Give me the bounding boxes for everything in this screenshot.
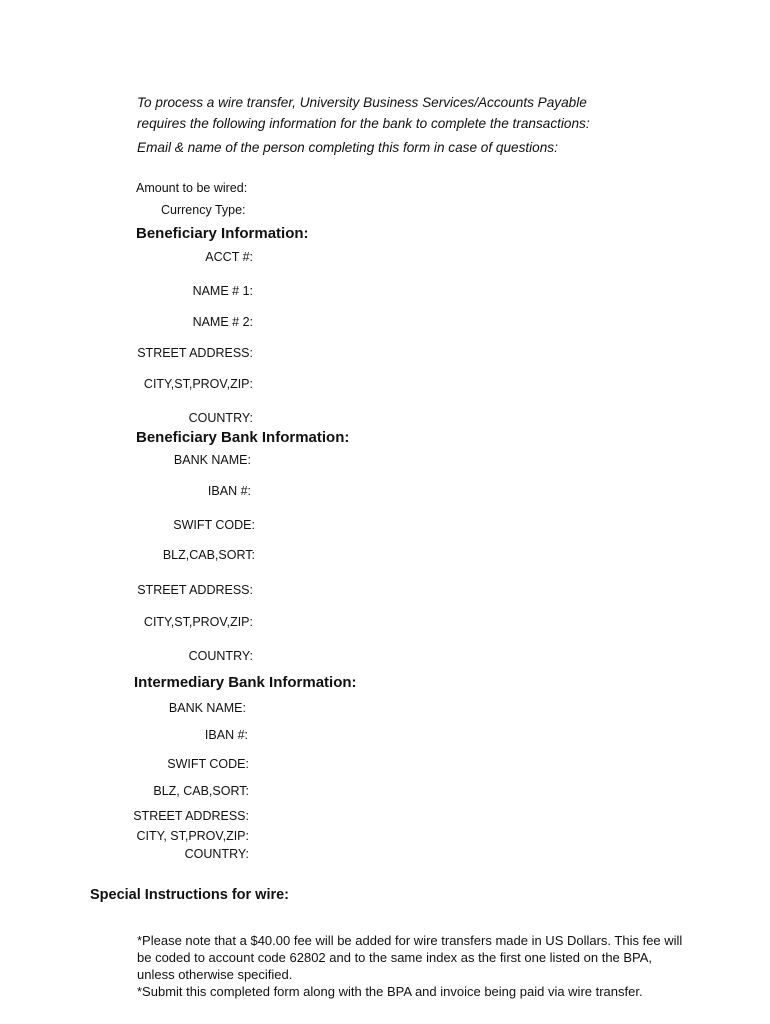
intermediary-bank-blz-label: BLZ, CAB,SORT: <box>153 784 249 798</box>
special-instructions-heading: Special Instructions for wire: <box>90 887 290 903</box>
beneficiary-bank-street-label: STREET ADDRESS: <box>137 583 253 597</box>
beneficiary-bank-heading: Beneficiary Bank Information: <box>136 429 350 446</box>
beneficiary-bank-iban-label: IBAN #: <box>207 484 251 498</box>
intermediary-bank-city-label: CITY, ST,PROV,ZIP: <box>136 829 249 843</box>
beneficiary-street-label: STREET ADDRESS: <box>137 346 253 360</box>
intermediary-bank-heading: Intermediary Bank Information: <box>134 674 357 691</box>
special-note-fee: *Please note that a $40.00 fee will be added for wire transfers made in US Dollars. This fee will be coded to account code 62802 and to the same index as the first one listed on the BPA, unless otherwise specified. <box>137 933 683 982</box>
intermediary-bank-swift-label: SWIFT CODE: <box>167 757 249 771</box>
currency-label: Currency Type: <box>161 203 246 217</box>
beneficiary-bank-country-label: COUNTRY: <box>188 649 253 663</box>
special-note-submit: *Submit this completed form along with the BPA and invoice being paid via wire transfer. <box>137 984 643 999</box>
beneficiary-bank-swift-label: SWIFT CODE: <box>173 518 255 532</box>
beneficiary-country-label: COUNTRY: <box>188 411 253 425</box>
beneficiary-acct-label: ACCT #: <box>205 250 253 264</box>
beneficiary-name2-label: NAME # 2: <box>192 315 253 329</box>
intro-line-1: To process a wire transfer, University Business Services/Accounts Payable <box>137 95 587 110</box>
beneficiary-heading: Beneficiary Information: <box>136 225 309 242</box>
intermediary-bank-country-label: COUNTRY: <box>184 847 249 861</box>
intro-line-2: requires the following information for the bank to complete the transactions: <box>137 116 590 131</box>
intro-line-3: Email & name of the person completing this form in case of questions: <box>137 140 558 155</box>
beneficiary-bank-name-label: BANK NAME: <box>173 453 251 467</box>
beneficiary-name1-label: NAME # 1: <box>192 284 253 298</box>
beneficiary-bank-city-label: CITY,ST,PROV,ZIP: <box>143 615 253 629</box>
amount-label: Amount to be wired: <box>136 181 248 195</box>
beneficiary-city-label: CITY,ST,PROV,ZIP: <box>143 377 253 391</box>
beneficiary-bank-blz-label: BLZ,CAB,SORT: <box>162 548 255 562</box>
intermediary-bank-name-label: BANK NAME: <box>168 701 246 715</box>
intermediary-bank-street-label: STREET ADDRESS: <box>133 809 249 823</box>
intermediary-bank-iban-label: IBAN #: <box>204 728 248 742</box>
